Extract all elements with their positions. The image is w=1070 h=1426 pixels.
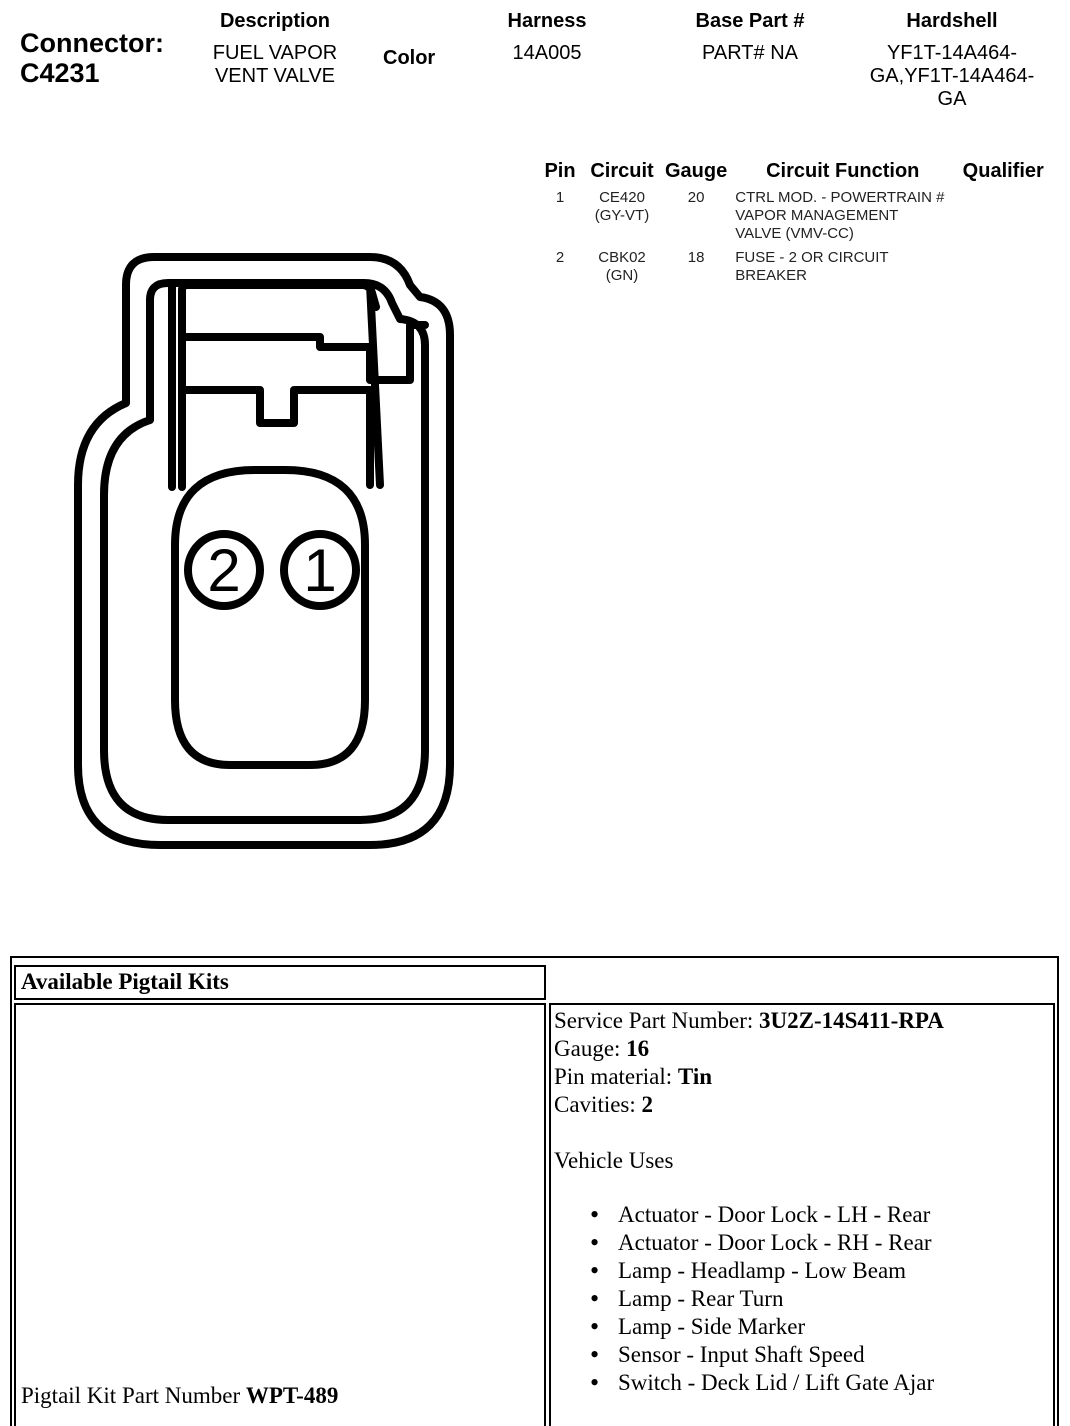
kit-part-number-label: Pigtail Kit Part Number bbox=[21, 1383, 246, 1408]
pin-body-outline bbox=[175, 470, 365, 765]
function-line: VAPOR MANAGEMENT bbox=[735, 207, 899, 224]
table-row bbox=[537, 187, 1052, 247]
list-item: • Switch - Deck Lid / Lift Gate Ajar bbox=[618, 1369, 1050, 1397]
list-item: • Actuator - Door Lock - LH - Rear bbox=[618, 1201, 1050, 1229]
service-part-number bbox=[554, 1007, 1050, 1035]
pin-1-label: 1 bbox=[303, 537, 337, 604]
description-line: FUEL VAPOR bbox=[212, 42, 338, 64]
service-part-label: Service Part Number: bbox=[554, 1008, 760, 1033]
list-item: • Lamp - Rear Turn bbox=[618, 1285, 1050, 1313]
list-item: • Lamp - Side Marker bbox=[618, 1313, 1050, 1341]
pin-table-header-row bbox=[537, 160, 1052, 187]
service-part-value: 3U2Z-14S411-RPA bbox=[759, 1008, 944, 1033]
qualifier-column-header: Qualifier bbox=[962, 160, 1044, 182]
circuit-color: (GY-VT) bbox=[594, 207, 650, 224]
pin-cell: 2 bbox=[555, 249, 565, 266]
function-cell bbox=[731, 247, 954, 289]
connector-face-diagram bbox=[70, 245, 470, 855]
cavities-label: Cavities: bbox=[554, 1092, 642, 1117]
description-line: VENT VALVE bbox=[214, 65, 336, 87]
list-item: • Lamp - Headlamp - Low Beam bbox=[618, 1257, 1050, 1285]
pin-table bbox=[537, 160, 1052, 289]
hardshell-line: GA,YF1T-14A464- bbox=[869, 65, 1035, 87]
color-label: Color bbox=[383, 47, 436, 69]
latch-tab bbox=[182, 325, 425, 380]
connector-id: C4231 bbox=[20, 58, 100, 88]
kit-part-number bbox=[21, 1383, 338, 1409]
hardshell-value bbox=[862, 42, 1042, 111]
hardshell-header: Hardshell bbox=[906, 10, 998, 32]
base-part-value: PART# NA bbox=[702, 42, 798, 64]
list-item: • Sensor - Input Shaft Speed bbox=[618, 1341, 1050, 1369]
function-line: VALVE (VMV-CC) bbox=[735, 225, 854, 242]
function-cell bbox=[731, 187, 954, 247]
vehicle-uses-label: Vehicle Uses bbox=[554, 1148, 674, 1173]
gauge-label: Gauge: bbox=[554, 1036, 627, 1061]
description-header: Description bbox=[219, 10, 331, 32]
gauge-value: 16 bbox=[626, 1036, 650, 1061]
description-value bbox=[190, 42, 360, 88]
pin-material-value: Tin bbox=[677, 1064, 713, 1089]
gauge-column-header: Gauge bbox=[665, 160, 728, 182]
pin-material-label: Pin material: bbox=[554, 1064, 678, 1089]
gauge-cell: 20 bbox=[687, 189, 705, 206]
circuit-color: (GN) bbox=[605, 267, 639, 284]
hardshell-line: YF1T-14A464- bbox=[886, 42, 1018, 64]
pigtail-kit-left-cell bbox=[14, 1003, 546, 1426]
pin-cell: 1 bbox=[555, 189, 565, 206]
pin-column-header: Pin bbox=[544, 160, 576, 182]
circuit-cell bbox=[583, 247, 661, 289]
function-line: FUSE - 2 OR CIRCUIT bbox=[735, 249, 889, 266]
function-line: BREAKER bbox=[735, 267, 807, 284]
gauge-cell: 18 bbox=[687, 249, 705, 266]
connector-label bbox=[20, 28, 164, 88]
hardshell-line: GA bbox=[937, 88, 967, 110]
housing-outer-outline bbox=[78, 257, 450, 845]
cavities-value: 2 bbox=[641, 1092, 654, 1117]
connector-label-text: Connector: bbox=[20, 28, 164, 58]
harness-value: 14A005 bbox=[512, 42, 582, 64]
vehicle-uses-list bbox=[554, 1201, 1050, 1397]
harness-header: Harness bbox=[507, 10, 587, 32]
kit-part-number-value: WPT-489 bbox=[245, 1383, 339, 1408]
circuit-code: CE420 bbox=[599, 189, 645, 206]
gauge-detail bbox=[554, 1035, 1050, 1063]
table-row bbox=[537, 247, 1052, 289]
circuit-cell bbox=[583, 187, 661, 247]
qualifier-cell bbox=[954, 247, 1052, 289]
circuit-code: CBK02 bbox=[598, 249, 646, 266]
cavities-detail bbox=[554, 1091, 1050, 1119]
list-item: • Actuator - Door Lock - RH - Rear bbox=[618, 1229, 1050, 1257]
function-column-header: Circuit Function bbox=[766, 160, 920, 182]
pin-2-label: 2 bbox=[207, 537, 241, 604]
circuit-column-header: Circuit bbox=[590, 160, 654, 182]
pigtail-kits-title: Available Pigtail Kits bbox=[14, 965, 546, 1000]
qualifier-cell bbox=[954, 187, 1052, 247]
pigtail-kit-details bbox=[549, 1003, 1055, 1426]
base-part-header: Base Part # bbox=[695, 10, 805, 32]
function-line: CTRL MOD. - POWERTRAIN # bbox=[735, 189, 945, 206]
pin-material-detail bbox=[554, 1063, 1050, 1091]
